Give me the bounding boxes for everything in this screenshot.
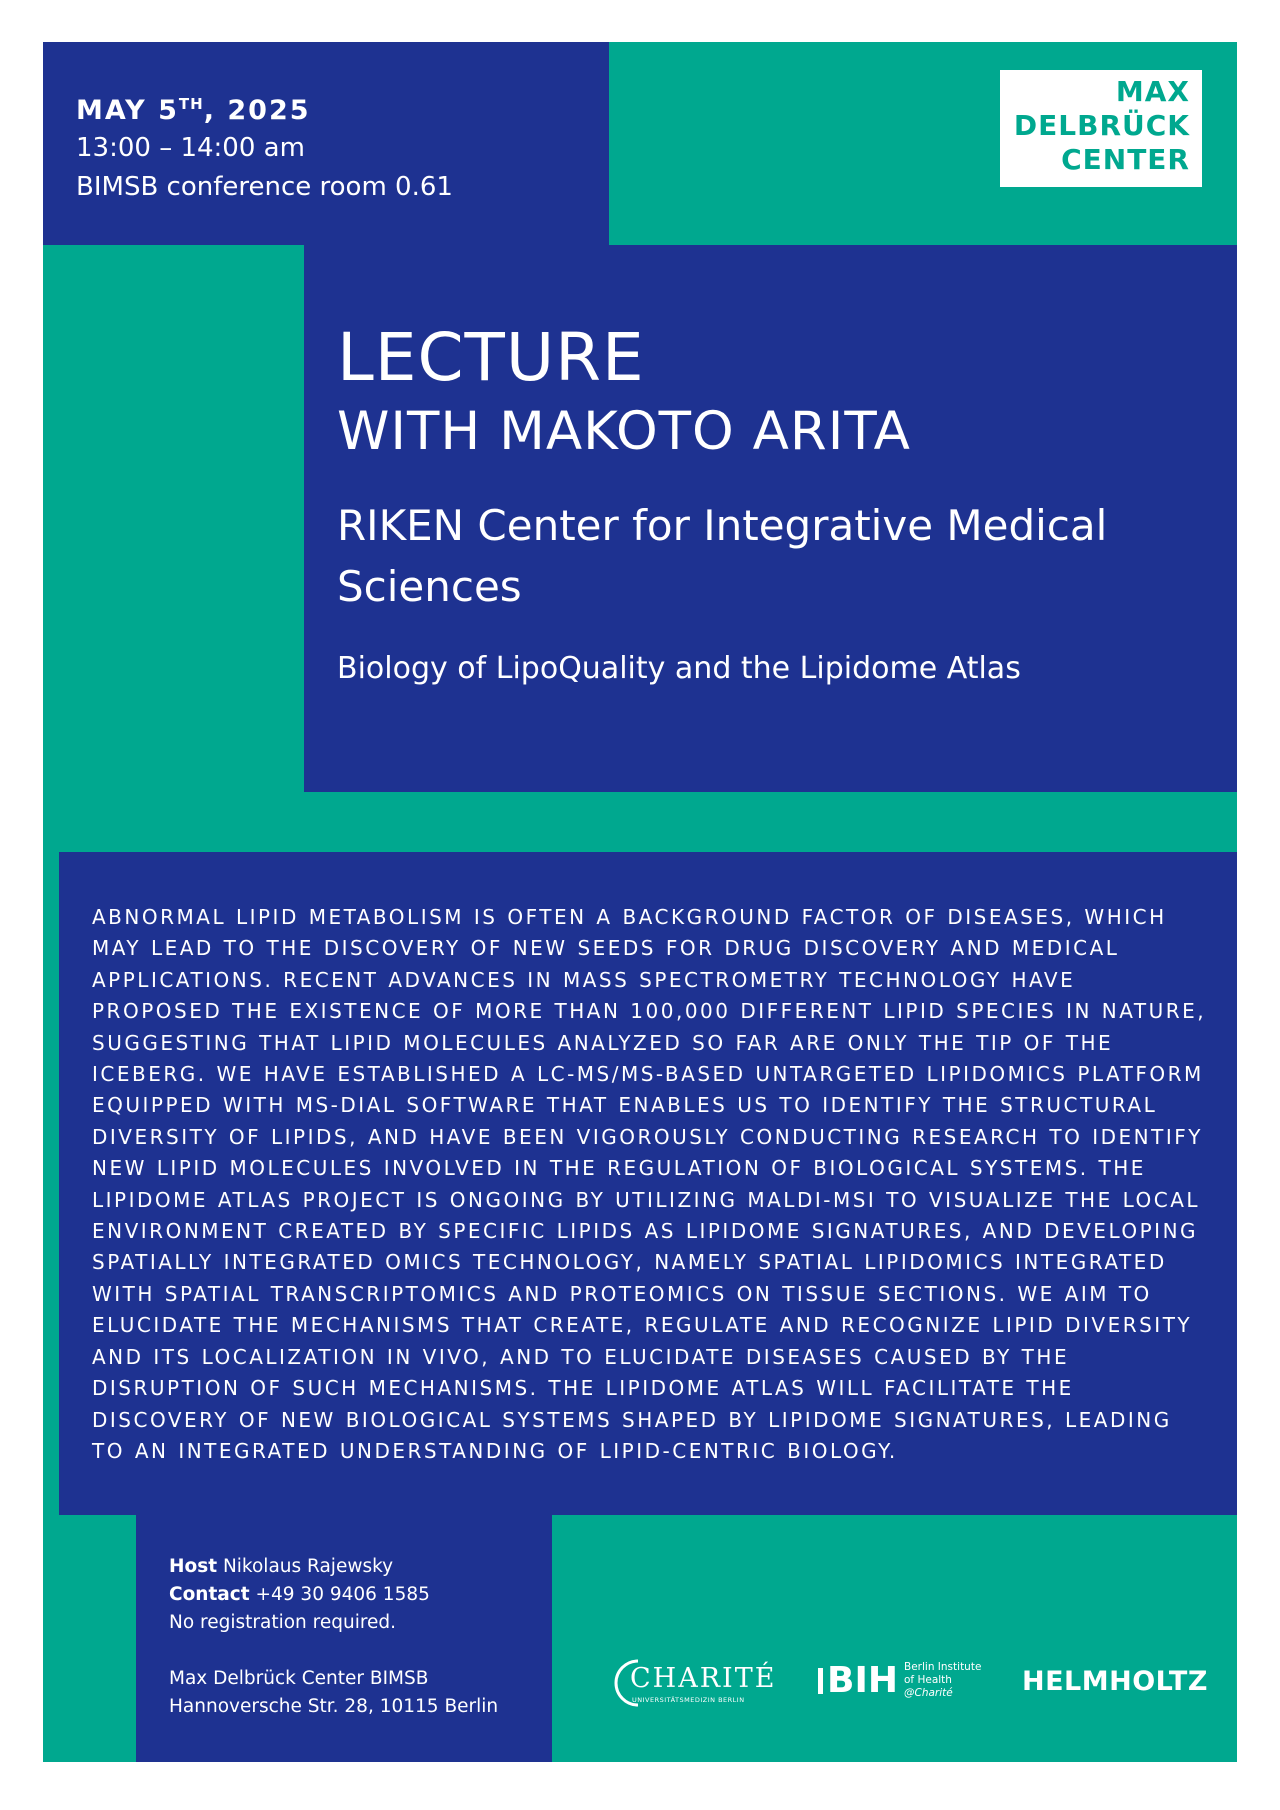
venue-name: Max Delbrück Center BIMSB: [169, 1668, 429, 1689]
charite-name: CHARITÉ: [630, 1663, 777, 1694]
max-delbruck-logo: [1000, 70, 1202, 187]
bih-text: [904, 1661, 981, 1700]
bih-line-3: @Charité: [904, 1687, 953, 1699]
bih-line-1: Berlin Institute: [904, 1661, 982, 1673]
talk-title: Biology of LipoQuality and the Lipidome Atlas: [337, 651, 1021, 686]
logo-line-max: MAX: [1115, 75, 1190, 108]
abstract-text: ABNORMAL LIPID METABOLISM IS OFTEN A BACKGROUND FACTOR OF DISEASES, WHICH MAY LEAD TO THE DISCOVERY OF NEW SEEDS FOR DRUG DISCOVERY AND MEDICAL APPLICATIONS. RECENT ADVANCES IN MASS SPECTROMETRY TECHNOLOGY HAVE PROPOSED THE EXISTENCE OF MORE THAN 100,000 DIFFERENT LIPID SPECIES IN NATURE, SUGGESTING THAT LIPID MOLECULES ANALYZED SO FAR ARE ONLY THE TIP OF THE ICEBERG. WE HAVE ESTABLISHED A LC-MS/MS-BASED UNTARGETED LIPIDOMICS PLATFORM EQUIPPED WITH MS-DIAL SOFTWARE THAT ENABLES US TO IDENTIFY THE STRUCTURAL DIVERSITY OF LIPIDS, AND HAVE BEEN VIGOROUSLY CONDUCTING RESEARCH TO IDENTIFY NEW LIPID MOLECULES INVOLVED IN THE REGULATION OF BIOLOGICAL SYSTEMS. THE LIPIDOME ATLAS PROJECT IS ONGOING BY UTILIZING MALDI-MSI TO VISUALIZE THE LOCAL ENVIRONMENT CREATED BY SPECIFIC LIPIDS AS LIPIDOME SIGNATURES, AND DEVELOPING SPATIALLY INTEGRATED OMICS TECHNOLOGY, NAMELY SPATIAL LIPIDOMICS INTEGRATED WITH SPATIAL TRANSCRIPTOMICS AND PROTEOMICS ON TISSUE SECTIONS. WE AIM TO ELUCIDATE THE MECHANISMS THAT CREATE, REGULATE AND RECOGNIZE LIPID DIVERSITY AND ITS LOCALIZATION IN VIVO, AND TO ELUCIDATE DISEASES CAUSED BY THE DISRUPTION OF SUCH MECHANISMS. THE LIPIDOME ATLAS WILL FACILITATE THE DISCOVERY OF NEW BIOLOGICAL SYSTEMS SHAPED BY LIPIDOME SIGNATURES, LEADING TO AN INTEGRATED UNDERSTANDING OF LIPID-CENTRIC BIOLOGY.: [92, 905, 1207, 1463]
charite-subtitle: UNIVERSITÄTSMEDIZIN BERLIN: [632, 1696, 745, 1704]
logo-line-center: CENTER: [1061, 143, 1190, 176]
speaker-institution: RIKEN Center for Integrative Medical Sciences: [337, 501, 1108, 611]
lecture-heading: LECTURE: [337, 319, 645, 396]
logo-line-delbruck: DELBRÜCK: [1013, 109, 1190, 142]
contact-label: Contact: [169, 1584, 250, 1605]
bih-line-2: of Health: [904, 1674, 952, 1686]
speaker-name: WITH MAKOTO ARITA: [337, 401, 911, 462]
bih-bar-icon: [818, 1668, 823, 1694]
contact-phone: +49 30 9406 1585: [255, 1584, 430, 1605]
helmholtz-logo: HELMHOLTZ: [1022, 1666, 1208, 1697]
host-label: Host: [169, 1556, 218, 1577]
registration-note: No registration required.: [169, 1612, 397, 1633]
charite-logo: [614, 1655, 777, 1711]
contact-panel: [136, 1515, 552, 1762]
contact-line: [169, 1581, 552, 1609]
event-time: 13:00 – 14:00 am: [76, 133, 305, 163]
venue-address: Hannoversche Str. 28, 10115 Berlin: [169, 1696, 499, 1717]
bih-mark: BIH: [827, 1660, 898, 1701]
host-name: Nikolaus Rajewsky: [222, 1556, 394, 1577]
host-line: [169, 1553, 552, 1581]
bih-logo: [818, 1656, 982, 1706]
event-info-panel: [43, 42, 609, 245]
event-room: BIMSB conference room 0.61: [76, 172, 453, 202]
lecture-title-panel: [304, 245, 1237, 792]
abstract-panel: [59, 852, 1237, 1515]
event-date: MAY 5TH, 2025: [76, 95, 311, 126]
